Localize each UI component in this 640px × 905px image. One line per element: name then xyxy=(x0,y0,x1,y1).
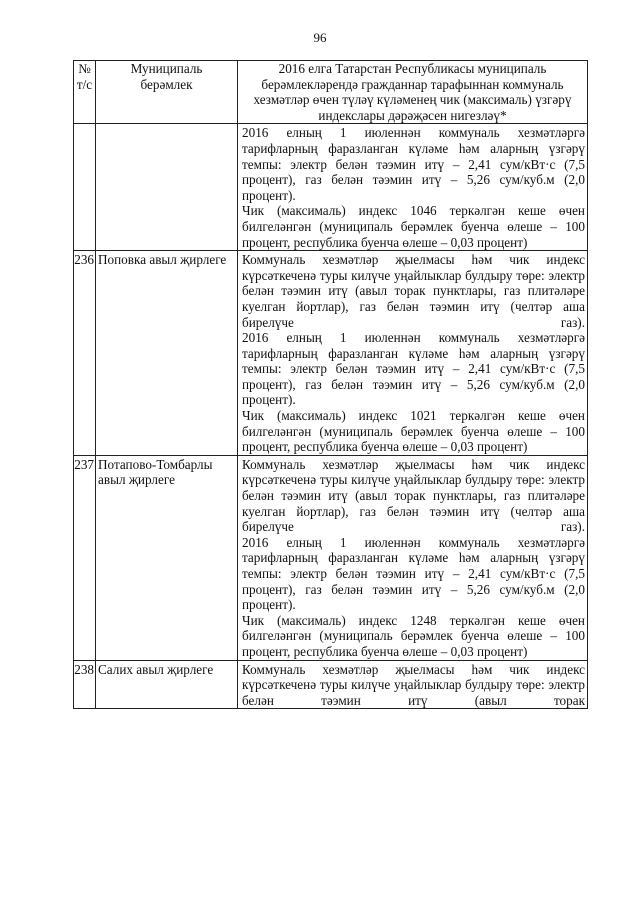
description-paragraph: Чик (максималь) индекс 1046 теркәлгән кеше өчен билгеләнгән (муниципаль берәмлек буенча өлеше – 100 процент, республика буенча өлеше – 0,03 процент) xyxy=(242,203,585,250)
table-row xyxy=(74,251,588,456)
description-cell xyxy=(238,251,588,456)
row-number: 238 xyxy=(74,660,96,709)
description-paragraph: Коммуналь хезмәтләр җыелмасы һәм чик индекс күрсәткеченә туры килүче уңайлыклар булдыру төре: электр белән тәэмин итү (авыл торак xyxy=(242,661,585,708)
description-paragraph: Чик (максималь) индекс 1248 теркәлгән кеше өчен билгеләнгән (муниципаль берәмлек буенча өлеше – 100 процент, республика буенча өлеше – 0,03 процент) xyxy=(242,612,585,659)
description-paragraph: 2016 елның 1 июленнән коммуналь хезмәтләргә тарифларның фаразланган күләме һәм аларның үзгәрү темпы: электр белән тәэмин итү – 2,41 сум/кВт·с (7,5 процент), газ белән тәэмин итү – 5,26 сум/куб.м (2,0 процент). xyxy=(242,534,585,613)
row-number: 237 xyxy=(74,455,96,660)
municipality-name: Поповка авыл җирлеге xyxy=(96,251,238,456)
municipality-name xyxy=(96,124,238,251)
table-row xyxy=(74,660,588,709)
description-paragraph: Коммуналь хезмәтләр җыелмасы һәм чик индекс күрсәткеченә туры килүче уңайлыклар булдыру төре: электр белән тәэмин итү (авыл торак пунктлары, газ плитәләре куелган йортлар), газ белән тәэмин итү (челтәр аша бирелүче газ). xyxy=(242,252,585,330)
table-row xyxy=(74,124,588,251)
description-paragraph: Коммуналь хезмәтләр җыелмасы һәм чик индекс күрсәткеченә туры килүче уңайлыклар булдыру төре: электр белән тәэмин итү (авыл торак пунктлары, газ плитәләре куелган йортлар), газ белән тәэмин итү (челтәр аша бирелүче газ). xyxy=(242,456,585,535)
row-number: 236 xyxy=(74,251,96,456)
description-paragraph: 2016 елның 1 июленнән коммуналь хезмәтләргә тарифларның фаразланган күләме һәм аларның үзгәрү темпы: электр белән тәэмин итү – 2,41 сум/кВт·с (7,5 процент), газ белән тәэмин итү – 5,26 сум/куб.м (2,0 процент). xyxy=(242,125,585,203)
header-municipality: Муниципаль берәмлек xyxy=(96,61,238,124)
description-cell xyxy=(238,660,588,709)
description-paragraph: 2016 елның 1 июленнән коммуналь хезмәтләргә тарифларның фаразланган күләме һәм аларның үзгәрү темпы: электр белән тәэмин итү – 2,41 сум/кВт·с (7,5 процент), газ белән тәэмин итү – 5,26 сум/куб.м (2,0 процент). xyxy=(242,330,585,408)
table-row xyxy=(74,455,588,660)
page-number: 96 xyxy=(313,30,327,45)
municipality-name: Салих авыл җирлеге xyxy=(96,660,238,709)
header-description: 2016 елга Татарстан Республикасы муниципаль берәмлекләрендә гражданнар тарафыннан коммуналь хезмәтләр өчен түләү күләменең чик (максималь) үзгәрү индекслары дәрәҗәсен нигезләү* xyxy=(238,61,588,124)
municipality-name: Потапово-Томбарлы авыл җирлеге xyxy=(96,455,238,660)
table-header-row xyxy=(74,61,588,124)
tariff-index-table xyxy=(73,60,588,709)
row-number xyxy=(74,124,96,251)
description-cell xyxy=(238,124,588,251)
description-cell xyxy=(238,455,588,660)
description-paragraph: Чик (максималь) индекс 1021 теркәлгән кеше өчен билгеләнгән (муниципаль берәмлек буенча өлеше – 100 процент, республика буенча өлеше – 0,03 процент) xyxy=(242,408,585,455)
header-number: № т/с xyxy=(74,61,96,124)
